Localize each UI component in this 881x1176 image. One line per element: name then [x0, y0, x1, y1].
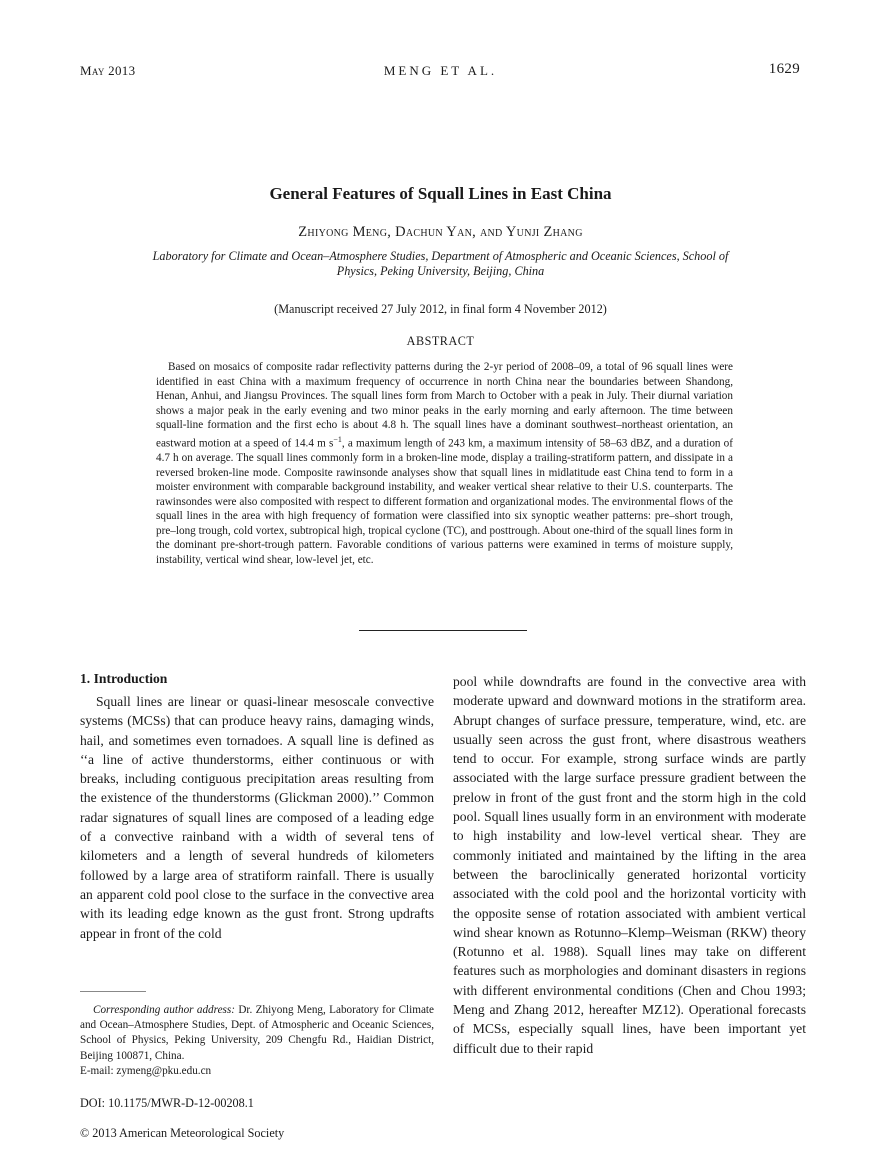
abstract-text-1: Based on mosaics of composite radar reflectivity patterns during the 2-yr period of 2008–09, a total of 96 squall lines were identified in east China with a maximum frequency of occurrence in north China near the boundaries between Shandong, Henan, Anhui, and Jiangsu Provinces. The squall lines form from March to October with a peak in July. Their diurnal variation shows a major peak in the early evening and two minor peaks in the early morning and early afternoon. The time between squall-line formation and the first echo is about 4.8 h. The squall lines have a dominant southwest–northeast orientation, an eastward motion at a speed of 14.4 m s	[156, 361, 733, 450]
author-list: Zhiyong Meng, Dachun Yan, and Yunji Zhang	[298, 224, 583, 240]
abstract-heading: ABSTRACT	[406, 334, 475, 348]
abstract-body	[156, 360, 733, 567]
section-heading-introduction: 1. Introduction	[80, 671, 168, 686]
footnote-label: Corresponding author address:	[93, 1004, 235, 1016]
body-column-left: Squall lines are linear or quasi-linear mesoscale convective systems (MCSs) that can produce heavy rains, damaging winds, hail, and sometimes even tornadoes. A squall line is defined as ‘‘a line of active thunderstorms, either continuous or with breaks, including contiguous precipitation areas resulting from the existence of the thunderstorms (Glickman 2000).’’ Common radar signatures of squall lines are composed of a leading edge of a convective rainband with a width of several tens of kilometers and a length of several hundreds of kilometers followed by a large area of stratiform rainfall. There is usually an apparent cold pool close to the surface in the convective area with its leading edge known as the gust front. Strong updrafts appear in front of the cold	[80, 694, 434, 941]
running-header-date: May 2013	[80, 63, 136, 78]
corresponding-author-footnote	[80, 1003, 434, 1079]
running-header-authors: MENG ET AL.	[383, 63, 498, 78]
footnote-divider	[80, 991, 146, 992]
doi: DOI: 10.1175/MWR-D-12-00208.1	[80, 1096, 254, 1110]
body-column-right: pool while downdrafts are found in the convective area with moderate upward and downward motions in the stratiform area. Abrupt changes of surface pressure, temperature, wind, etc. are usually seen across the gust front, where disastrous weathers tend to occur. For example, strong surface winds are partly associated with the large surface pressure gradient between the prelow in front of the gust front and the storm high in the cold pool. Squall lines usually form in an environment with moderate to high instability and low-level vertical shear. They are commonly initiated and maintained by the lifting in the area between the baroclinically generated horizontal vorticity associated with the cold pool and the horizontal vorticity with the opposite sense of rotation associated with ambient vertical wind shear known as Rotunno–Klemp–Weisman (RKW) theory (Rotunno et al. 1988). Squall lines may take on different features such as morphologies and dominant disasters in regions with different environmental conditions (Chen and Chou 1993; Meng and Zhang 2012, hereafter MZ12). Operational forecasts of MCSs, especially squall lines, have been important yet difficult due to their rapid	[453, 674, 806, 1056]
article-title: General Features of Squall Lines in East China	[269, 184, 612, 203]
affiliation: Laboratory for Climate and Ocean–Atmosphere Studies, Department of Atmospheric and Oceanic Sciences, School of Physics, Peking University, Beijing, China	[152, 249, 729, 278]
page-number: 1629	[768, 61, 800, 77]
abstract-text-3: , and a duration of 4.7 h on average. The squall lines commonly form in a broken-line mode, display a trailing-stratiform pattern, and dissipate in a reversed broken-line mode. Composite rawinsonde analyses show that squall lines in midlatitude east China tend to form in a moister environment with comparable background instability, and weaker vertical shear relative to their U.S. counterparts. The rawinsondes were also composited with respect to different formation and organizational modes. The environmental flows of the squall lines in the area with high frequency of formation were classified into six synoptic weather patterns: pre–short trough, pre–long trough, cold vortex, subtropical high, tropical cyclone (TC), and posttrough. About one-third of the squall lines form in the dominant pre-short-trough pattern. Favorable conditions of various patterns were examined in terms of moisture supply, instability, vertical wind shear, low-level jet, etc.	[156, 437, 733, 566]
footnote-email: E-mail: zymeng@pku.edu.cn	[80, 1064, 212, 1077]
abstract-superscript: −1	[333, 434, 342, 444]
manuscript-received: (Manuscript received 27 July 2012, in final form 4 November 2012)	[274, 302, 607, 316]
abstract-italic-z: Z	[643, 437, 650, 450]
abstract-text-2: , a maximum length of 243 km, a maximum intensity of 58–63 dB	[341, 437, 644, 450]
abstract-divider	[359, 630, 527, 631]
footnote-text: Dr. Zhiyong Meng, Laboratory for Climate and Ocean–Atmosphere Studies, Dept. of Atmospheric and Oceanic Sciences, School of Physics, Peking University, 209 Chengfu Rd., Haidian District, Beijing 100871, China.	[80, 1004, 434, 1062]
copyright: © 2013 American Meteorological Society	[80, 1126, 285, 1140]
